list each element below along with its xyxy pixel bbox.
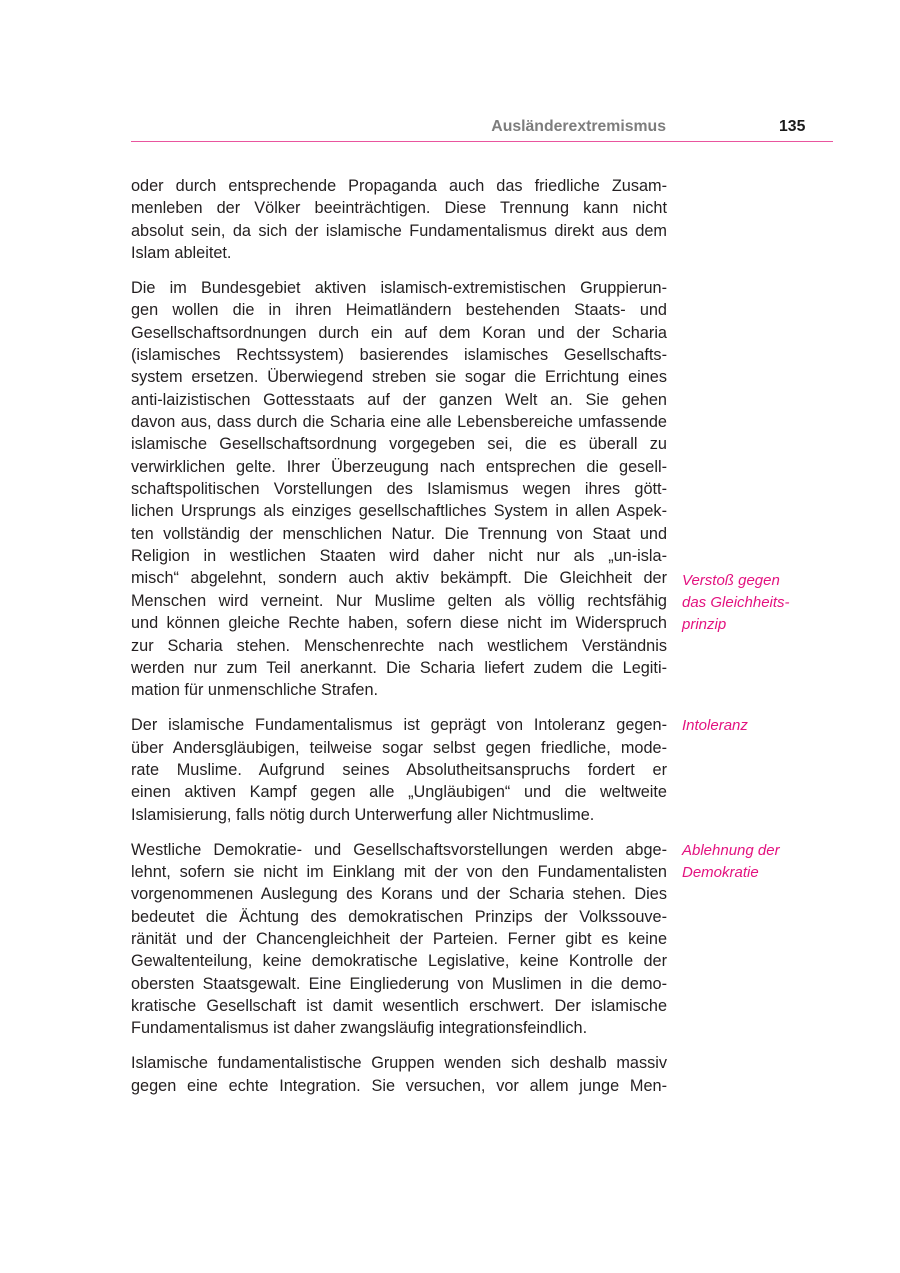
running-title: Ausländerextremismus (491, 118, 666, 135)
body-line: ränität und der Chancengleichheit der Parteien. Ferner gibt es keine (131, 929, 667, 948)
body-line: Westliche Demokratie- und Gesellschaftsvorstellungen werden abge- (131, 840, 667, 859)
body-line: Die im Bundesgebiet aktiven islamisch-extremistischen Gruppierun- (131, 279, 667, 298)
body-line: rate Muslime. Aufgrund seines Absolutheitsanspruchs fordert er (131, 760, 667, 779)
body-line: einen aktiven Kampf gegen alle „Ungläubigen“ und die weltweite (131, 783, 667, 802)
paragraph (131, 277, 667, 702)
body-line: islamische Gesellschaftsordnung vorgegeben sei, die es überall zu (131, 435, 667, 454)
body-line: ten vollständig der menschlichen Natur. Die Trennung von Staat und (131, 524, 667, 543)
body-line: Islamisierung, falls nötig durch Unterwerfung aller Nichtmuslime. (131, 805, 595, 824)
paragraph (131, 1052, 667, 1097)
body-line: (islamisches Rechtssystem) basierendes islamisches Gesellschafts- (131, 346, 667, 365)
body-line: Religion in westlichen Staaten wird daher nicht nur als „un-isla- (131, 547, 667, 566)
body-line: verwirklichen gelte. Ihrer Überzeugung nach entsprechen die gesell- (131, 457, 667, 476)
body-line: obersten Staatsgewalt. Eine Eingliederung von Muslimen in die demo- (131, 974, 667, 993)
body-line: gegen eine echte Integration. Sie versuchen, vor allem junge Men- (131, 1076, 667, 1095)
margin-note (682, 570, 852, 637)
body-line: Gewaltenteilung, keine demokratische Legislative, keine Kontrolle der (131, 952, 667, 971)
body-line: Menschen wird verneint. Nur Muslime gelten als völlig rechtsfähig (131, 591, 667, 610)
body-line: kratische Gesellschaft ist damit wesentlich erschwert. Der islamische (131, 996, 667, 1015)
body-line: Fundamentalismus ist daher zwangsläufig integrationsfeindlich. (131, 1019, 588, 1038)
paragraph (131, 714, 667, 826)
body-line: werden nur zum Teil anerkannt. Die Scharia liefert zudem die Legiti- (131, 658, 667, 677)
body-text (131, 175, 667, 1110)
margin-note-line: Verstoß gegen (682, 571, 780, 589)
body-line: zur Scharia stehen. Menschenrechte nach westlichem Verständnis (131, 636, 667, 655)
body-line: davon aus, dass durch die Scharia eine alle Lebensbereiche umfassende (131, 413, 667, 432)
body-line: mation für unmenschliche Strafen. (131, 681, 379, 700)
body-line: Gesellschaftsordnungen durch ein auf dem Koran und der Scharia (131, 323, 667, 342)
body-line: oder durch entsprechende Propaganda auch das friedliche Zusam- (131, 177, 667, 195)
margin-note-line: Ablehnung der (682, 841, 780, 859)
body-line: system ersetzen. Überwiegend streben sie sogar die Errichtung eines (131, 368, 667, 387)
page-number: 135 (779, 118, 806, 135)
body-line: menleben der Völker beeinträchtigen. Diese Trennung kann nicht (131, 199, 667, 218)
margin-note-line: Demokratie (682, 863, 759, 881)
body-line: absolut sein, da sich der islamische Fundamentalismus direkt aus dem (131, 221, 667, 240)
margin-note-line: das Gleichheits- (682, 593, 790, 611)
margin-note (682, 840, 852, 885)
body-line: lichen Ursprungs als einziges gesellschaftliches System in allen Aspek- (131, 502, 667, 521)
body-line: Der islamische Fundamentalismus ist geprägt von Intoleranz gegen- (131, 716, 667, 735)
body-line: Islamische fundamentalistische Gruppen wenden sich deshalb massiv (131, 1054, 667, 1073)
body-line: und können gleiche Rechte haben, sofern diese nicht im Widerspruch (131, 614, 667, 633)
body-line: anti-laizistischen Gottesstaats auf der ganzen Welt an. Sie gehen (131, 390, 667, 409)
paragraph (131, 839, 667, 1040)
body-line: vorgenommenen Auslegung des Korans und der Scharia stehen. Dies (131, 885, 667, 904)
header-rule (131, 141, 833, 142)
body-line: über Andersgläubigen, teilweise sogar selbst gegen friedliche, mode- (131, 738, 667, 757)
body-line: schaftspolitischen Vorstellungen des Islamismus wegen ihres gött- (131, 480, 667, 499)
margin-note (682, 715, 852, 737)
body-line: Islam ableitet. (131, 244, 232, 263)
margin-note-line: prinzip (682, 616, 727, 634)
margin-note-line: Intoleranz (682, 716, 748, 734)
paragraph (131, 175, 667, 264)
body-line: gen wollen die in ihren Heimatländern bestehenden Staats- und (131, 301, 667, 320)
body-line: misch“ abgelehnt, sondern auch aktiv bekämpft. Die Gleichheit der (131, 569, 667, 588)
body-line: bedeutet die Ächtung des demokratischen Prinzips der Volkssouve- (131, 907, 667, 926)
body-line: lehnt, sofern sie nicht im Einklang mit der von den Fundamentalisten (131, 862, 667, 881)
